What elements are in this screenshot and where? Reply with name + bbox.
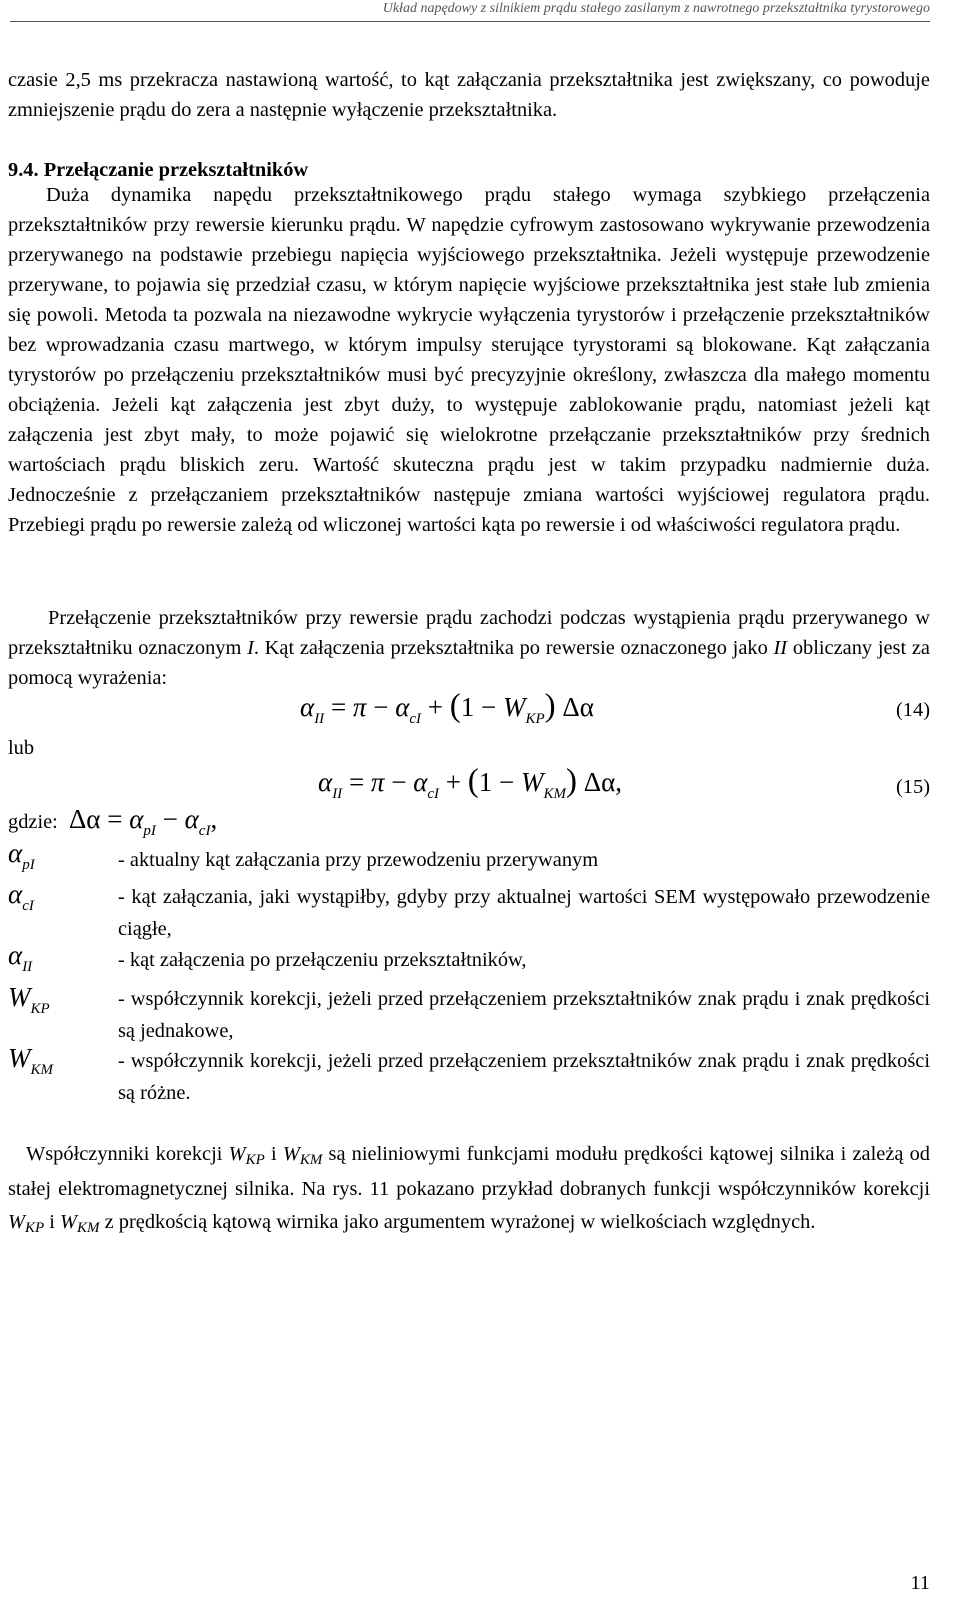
equation-14-number: (14) <box>896 699 930 721</box>
eq15-comma: , <box>615 767 623 797</box>
eq14-alpha-ci: α <box>395 692 410 722</box>
eq14-paren-close: ) <box>544 688 556 724</box>
eq14-plus: + <box>427 692 444 722</box>
section-number: 9.4. <box>8 159 39 181</box>
eq14-W: W <box>503 692 526 722</box>
equation-15 <box>318 763 622 800</box>
def2-sym: α <box>8 940 23 970</box>
definition-text-alpha-pI: - aktualny kąt załączania przy przewodzeniu przerywanym <box>118 849 599 871</box>
eq14-delta-alpha: Δα <box>562 692 594 722</box>
p3-sub-4: KM <box>77 1220 100 1236</box>
p3-text-3: są nieliniowymi funkcjami modułu prędkości kątowej silnika i zależą od stałej elektromagnetycznej silnika. Na rys. 11 pokazano przykład dobranych funkcji współczynników korekcji <box>8 1143 930 1200</box>
def0-sym: α <box>8 838 23 868</box>
def0-sub: pI <box>22 857 35 873</box>
p3-W-4: W <box>60 1211 78 1233</box>
gdzie-equals: = <box>107 804 123 834</box>
p3-sub-3: KP <box>25 1220 45 1236</box>
definition-symbol-alpha-cI <box>8 879 34 914</box>
eq15-W: W <box>521 767 544 797</box>
eq15-sub-W: KM <box>543 786 566 802</box>
eq15-alpha-ci: α <box>413 767 428 797</box>
p2-text-3: obliczany jest za pomocą wyrażenia: <box>8 637 930 689</box>
p3-text-5: z prędkością kątową wirnika jako argumentem wyrażonej w wielkościach względnych. <box>99 1211 816 1233</box>
p3-text-4: i <box>44 1211 61 1233</box>
gdzie-alpha-pi: α <box>129 804 144 834</box>
eq14-minus-2: − <box>481 692 497 722</box>
equation-15-number: (15) <box>896 776 930 798</box>
p2-text-2: . Kąt załączenia przekształtnika po rewersie oznaczonego jako <box>253 637 774 659</box>
eq15-plus: + <box>445 767 462 797</box>
definition-symbol-W-KP <box>8 982 50 1017</box>
gdzie-delta-alpha: Δα <box>68 804 101 834</box>
gdzie-comma: , <box>210 804 218 834</box>
eq15-alpha: α <box>318 767 333 797</box>
gdzie-minus: − <box>162 804 178 834</box>
p3-W-2: W <box>282 1143 300 1165</box>
p3-sub-1: KP <box>245 1152 265 1168</box>
p2-symbol-I: I <box>247 637 254 659</box>
gdzie-sub-pi: pI <box>143 823 156 839</box>
gdzie-line <box>8 804 930 839</box>
p3-sub-2: KM <box>299 1152 323 1168</box>
paragraph-3 <box>8 1138 930 1241</box>
p2-text-1: Przełączenie przekształtników przy rewersie prądu zachodzi podczas wystąpienia prądu przerywanego w przekształtniku oznaczonym <box>8 607 930 659</box>
def3-sub: KP <box>30 1001 50 1017</box>
definition-text-alpha-cI: - kąt załączania, jaki wystąpiłby, gdyby przy aktualnej wartości SEM występowało przewodzenie ciągłe, <box>118 886 930 940</box>
def3-sym: W <box>8 982 31 1012</box>
eq14-pi: π <box>352 692 367 722</box>
eq14-paren-open: ( <box>449 688 461 724</box>
eq15-sub-ci: cI <box>427 786 440 802</box>
def4-sub: KM <box>30 1062 53 1078</box>
eq15-sub-lhs: II <box>332 786 343 802</box>
def2-sub: II <box>22 959 33 975</box>
p3-text-1: Współczynniki korekcji <box>26 1143 229 1165</box>
eq15-paren-close: ) <box>566 763 577 799</box>
eq14-one: 1 <box>460 692 475 722</box>
eq14-minus: − <box>373 692 389 722</box>
definition-symbol-W-KM <box>8 1043 53 1078</box>
paragraph-2 <box>8 603 930 693</box>
eq14-alpha: α <box>300 692 315 722</box>
eq14-sub-lhs: II <box>314 711 325 727</box>
definition-symbol-alpha-pI <box>8 838 35 873</box>
p3-W-1: W <box>228 1143 246 1165</box>
page-number: 11 <box>910 1572 930 1594</box>
definition-text-W-KM: - współczynnik korekcji, jeżeli przed przełączeniem przekształtników znak prądu i znak prędkości są różne. <box>118 1050 930 1104</box>
p3-text-2: i <box>264 1143 283 1165</box>
definition-text-alpha-II: - kąt załączenia po przełączeniu przekształtników, <box>118 949 527 971</box>
equation-14 <box>300 688 594 725</box>
header-rule <box>10 21 930 22</box>
eq15-minus: − <box>391 767 407 797</box>
section-title: Przełączanie przekształtników <box>43 159 309 181</box>
lub-label: lub <box>8 737 35 759</box>
running-header: Układ napędowy z silnikiem prądu stałego zasilanym z nawrotnego przekształtnika tyrystorowego <box>382 1 930 16</box>
eq14-sub-W: KP <box>525 711 545 727</box>
section-body: Duża dynamika napędu przekształtnikowego prądu stałego wymaga szybkiego przełączenia przekształtników przy rewersie kierunku prądu. W napędzie cyfrowym zastosowano wykrywanie przewodzenia przerywanego na podstawie przebiegu napięcia wyjściowego przekształtnika. Jeżeli występuje przewodzenie przerywane, to pojawia się przedział czasu, w którym napięcie wyjściowe przekształtnika jest stałe lub zmienia się powoli. Metoda ta pozwala na niezawodne wykrycie wyłączenia tyrystorów i przełączenie przekształtników bez wprowadzania czasu martwego, w którym impulsy sterujące tyrystorami są blokowane. Kąt załączania tyrystorów po przełączeniu przekształtników musi być precyzyjnie określony, zwłaszcza dla małego momentu obciążenia. Jeżeli kąt załączenia jest zbyt duży, to występuje zablokowanie prądu, natomiast jeżeli kąt załączenia jest zbyt mały, to może pojawić się wielokrotne przełączanie przekształtników przy średnich wartościach prądu bliskich zeru. Wartość skuteczna prądu jest w takim przypadku nadmiernie duża. Jednocześnie z przełączaniem przekształtników następuje zmiana wartości wyjściowej regulatora prądu. Przebiegi prądu po rewersie zależą od wliczonej wartości kąta po rewersie i od właściwości regulatora prądu. <box>8 184 930 536</box>
eq15-delta-alpha: Δα <box>583 767 616 797</box>
def1-sym: α <box>8 879 23 909</box>
def1-sub: cI <box>22 898 34 914</box>
p3-W-3: W <box>8 1211 25 1233</box>
eq15-minus-2: − <box>499 767 515 797</box>
intro-paragraph: czasie 2,5 ms przekracza nastawioną wartość, to kąt załączania przekształtnika jest zwiększany, co powoduje zmniejszenie prądu do zera a następnie wyłączenie przekształtnika. <box>8 69 930 121</box>
eq14-equals: = <box>330 692 347 722</box>
eq15-pi: π <box>370 767 385 797</box>
eq15-equals: = <box>348 767 365 797</box>
gdzie-formula <box>68 804 218 839</box>
definition-symbol-alpha-II <box>8 940 33 975</box>
eq15-one: 1 <box>478 767 493 797</box>
gdzie-sub-ci: cI <box>198 823 211 839</box>
eq15-paren-open: ( <box>467 763 479 799</box>
definition-text-W-KP: - współczynnik korekcji, jeżeli przed przełączeniem przekształtników znak prądu i znak prędkości są jednakowe, <box>118 988 930 1042</box>
def4-sym: W <box>8 1043 31 1073</box>
gdzie-alpha-ci: α <box>184 804 199 834</box>
eq14-sub-ci: cI <box>409 711 422 727</box>
gdzie-label: gdzie: <box>8 811 58 833</box>
p2-symbol-II: II <box>773 637 788 659</box>
